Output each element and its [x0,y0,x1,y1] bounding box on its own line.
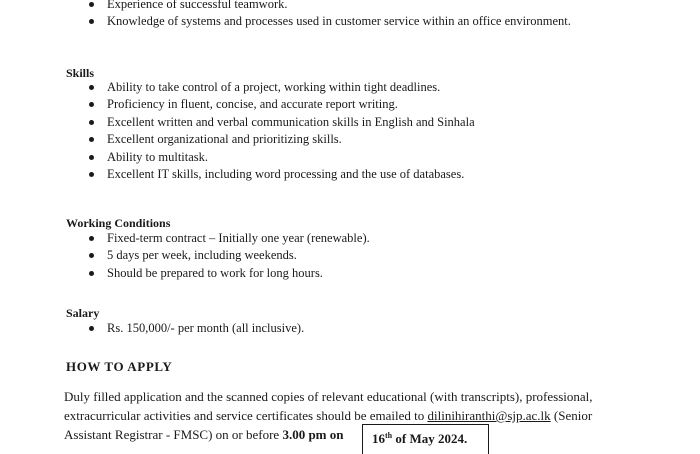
list-item: Excellent IT skills, including word processing and the use of databases. [0,166,700,183]
list-item: Should be prepared to work for long hours. [0,265,700,282]
list-item: Ability to multitask. [0,149,700,166]
deadline-month-year: of May 2024. [392,431,468,446]
list-item: Ability to take control of a project, working within tight deadlines. [0,79,700,96]
experience-list [0,0,700,31]
working-conditions-heading: Working Conditions [66,216,171,230]
salary-list [0,320,700,337]
apply-text: extracurricular activities and service certificates should be emailed to [64,408,428,423]
skills-list [0,79,700,183]
skills-heading: Skills [66,66,95,80]
list-item: 5 days per week, including weekends. [0,247,700,264]
how-to-apply-heading: HOW TO APPLY [66,359,173,374]
working-conditions-list [0,230,700,282]
list-item: Experience of successful teamwork. [0,0,700,13]
apply-paragraph-line-3 [64,427,344,443]
email-link[interactable]: dilinihiranthi@sjp.ac.lk [427,408,551,423]
list-item: Excellent written and verbal communication skills in English and Sinhala [0,114,700,131]
list-item: Excellent organizational and prioritizing skills. [0,131,700,148]
apply-paragraph-line-1: Duly filled application and the scanned copies of relevant educational (with transcripts), professional, [64,389,593,404]
apply-paragraph-line-2 [64,408,592,424]
deadline-day: 16 [372,431,385,446]
list-item: Rs. 150,000/- per month (all inclusive). [0,320,700,337]
deadline-time: 3.00 pm on [282,427,344,442]
apply-text: Assistant Registrar - FMSC) on or before [64,427,283,442]
list-item: Proficiency in fluent, concise, and accurate report writing. [0,96,700,113]
deadline-day-suffix: th [385,431,393,440]
salary-heading: Salary [66,306,100,320]
apply-text: (Senior [550,408,593,423]
list-item: Fixed-term contract – Initially one year (renewable). [0,230,700,247]
list-item: Knowledge of systems and processes used in customer service within an office environment. [0,13,700,30]
